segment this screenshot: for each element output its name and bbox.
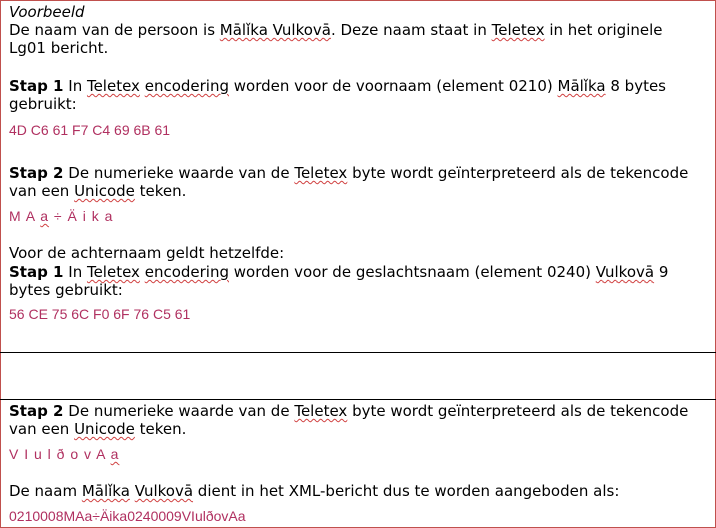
person-name: Mālǐka Vulkovā bbox=[219, 21, 331, 39]
result-line: De naam Mālǐka Vulkovā dient in het XML-bericht dus te worden aangeboden als: bbox=[9, 482, 620, 500]
firstname-unicode-chars: M A a ÷ Ä i k a bbox=[9, 208, 114, 224]
step-label: Stap 2 bbox=[9, 164, 64, 182]
xml-result-value: 0210008MAa÷Äika0240009VIulðovAa bbox=[9, 508, 246, 524]
step1-firstname-line-1: Stap 1 In Teletex encodering worden voor de voornaam (element 0210) Mālǐka 8 bytes bbox=[9, 77, 666, 95]
step2-firstname-line-1: Stap 2 De numerieke waarde van de Teletex byte wordt geïnterpreteerd als de tekencode bbox=[9, 164, 689, 182]
step-label: Stap 2 bbox=[9, 402, 64, 420]
step-label: Stap 1 bbox=[9, 77, 64, 95]
step1-surname-line-1: Stap 1 In Teletex encodering worden voor de geslachtsnaam (element 0240) Vulkovā 9 bbox=[9, 263, 669, 281]
intro-title: Voorbeeld bbox=[9, 3, 85, 21]
step2-surname-line-1: Stap 2 De numerieke waarde van de Teletex byte wordt geïnterpreteerd als de tekencode bbox=[9, 402, 689, 420]
intro-line-2: Lg01 bericht. bbox=[9, 39, 109, 57]
step1-firstname-line-2: gebruikt: bbox=[9, 95, 77, 113]
step2-surname-line-2: van een Unicode teken. bbox=[9, 420, 187, 438]
step1-surname-line-2: bytes gebruikt: bbox=[9, 281, 123, 299]
step-label: Stap 1 bbox=[9, 263, 64, 281]
step2-firstname-line-2: van een Unicode teken. bbox=[9, 182, 187, 200]
surname-bytes: 56 CE 75 6C F0 6F 76 C5 61 bbox=[9, 306, 191, 322]
table-divider-bottom bbox=[0, 399, 716, 400]
firstname-bytes: 4D C6 61 F7 C4 69 6B 61 bbox=[9, 122, 171, 138]
intro-heading bbox=[9, 3, 699, 21]
intro-line-1: De naam van de persoon is Mālǐka Vulkovā. Deze naam staat in Teletex in het originele bbox=[9, 21, 663, 39]
table-divider-top bbox=[0, 352, 716, 353]
surname-note: Voor de achternaam geldt hetzelfde: bbox=[9, 244, 285, 262]
surname-unicode-chars: V I u l ð o v A a bbox=[9, 446, 120, 462]
teletex-term: Teletex bbox=[491, 21, 545, 39]
